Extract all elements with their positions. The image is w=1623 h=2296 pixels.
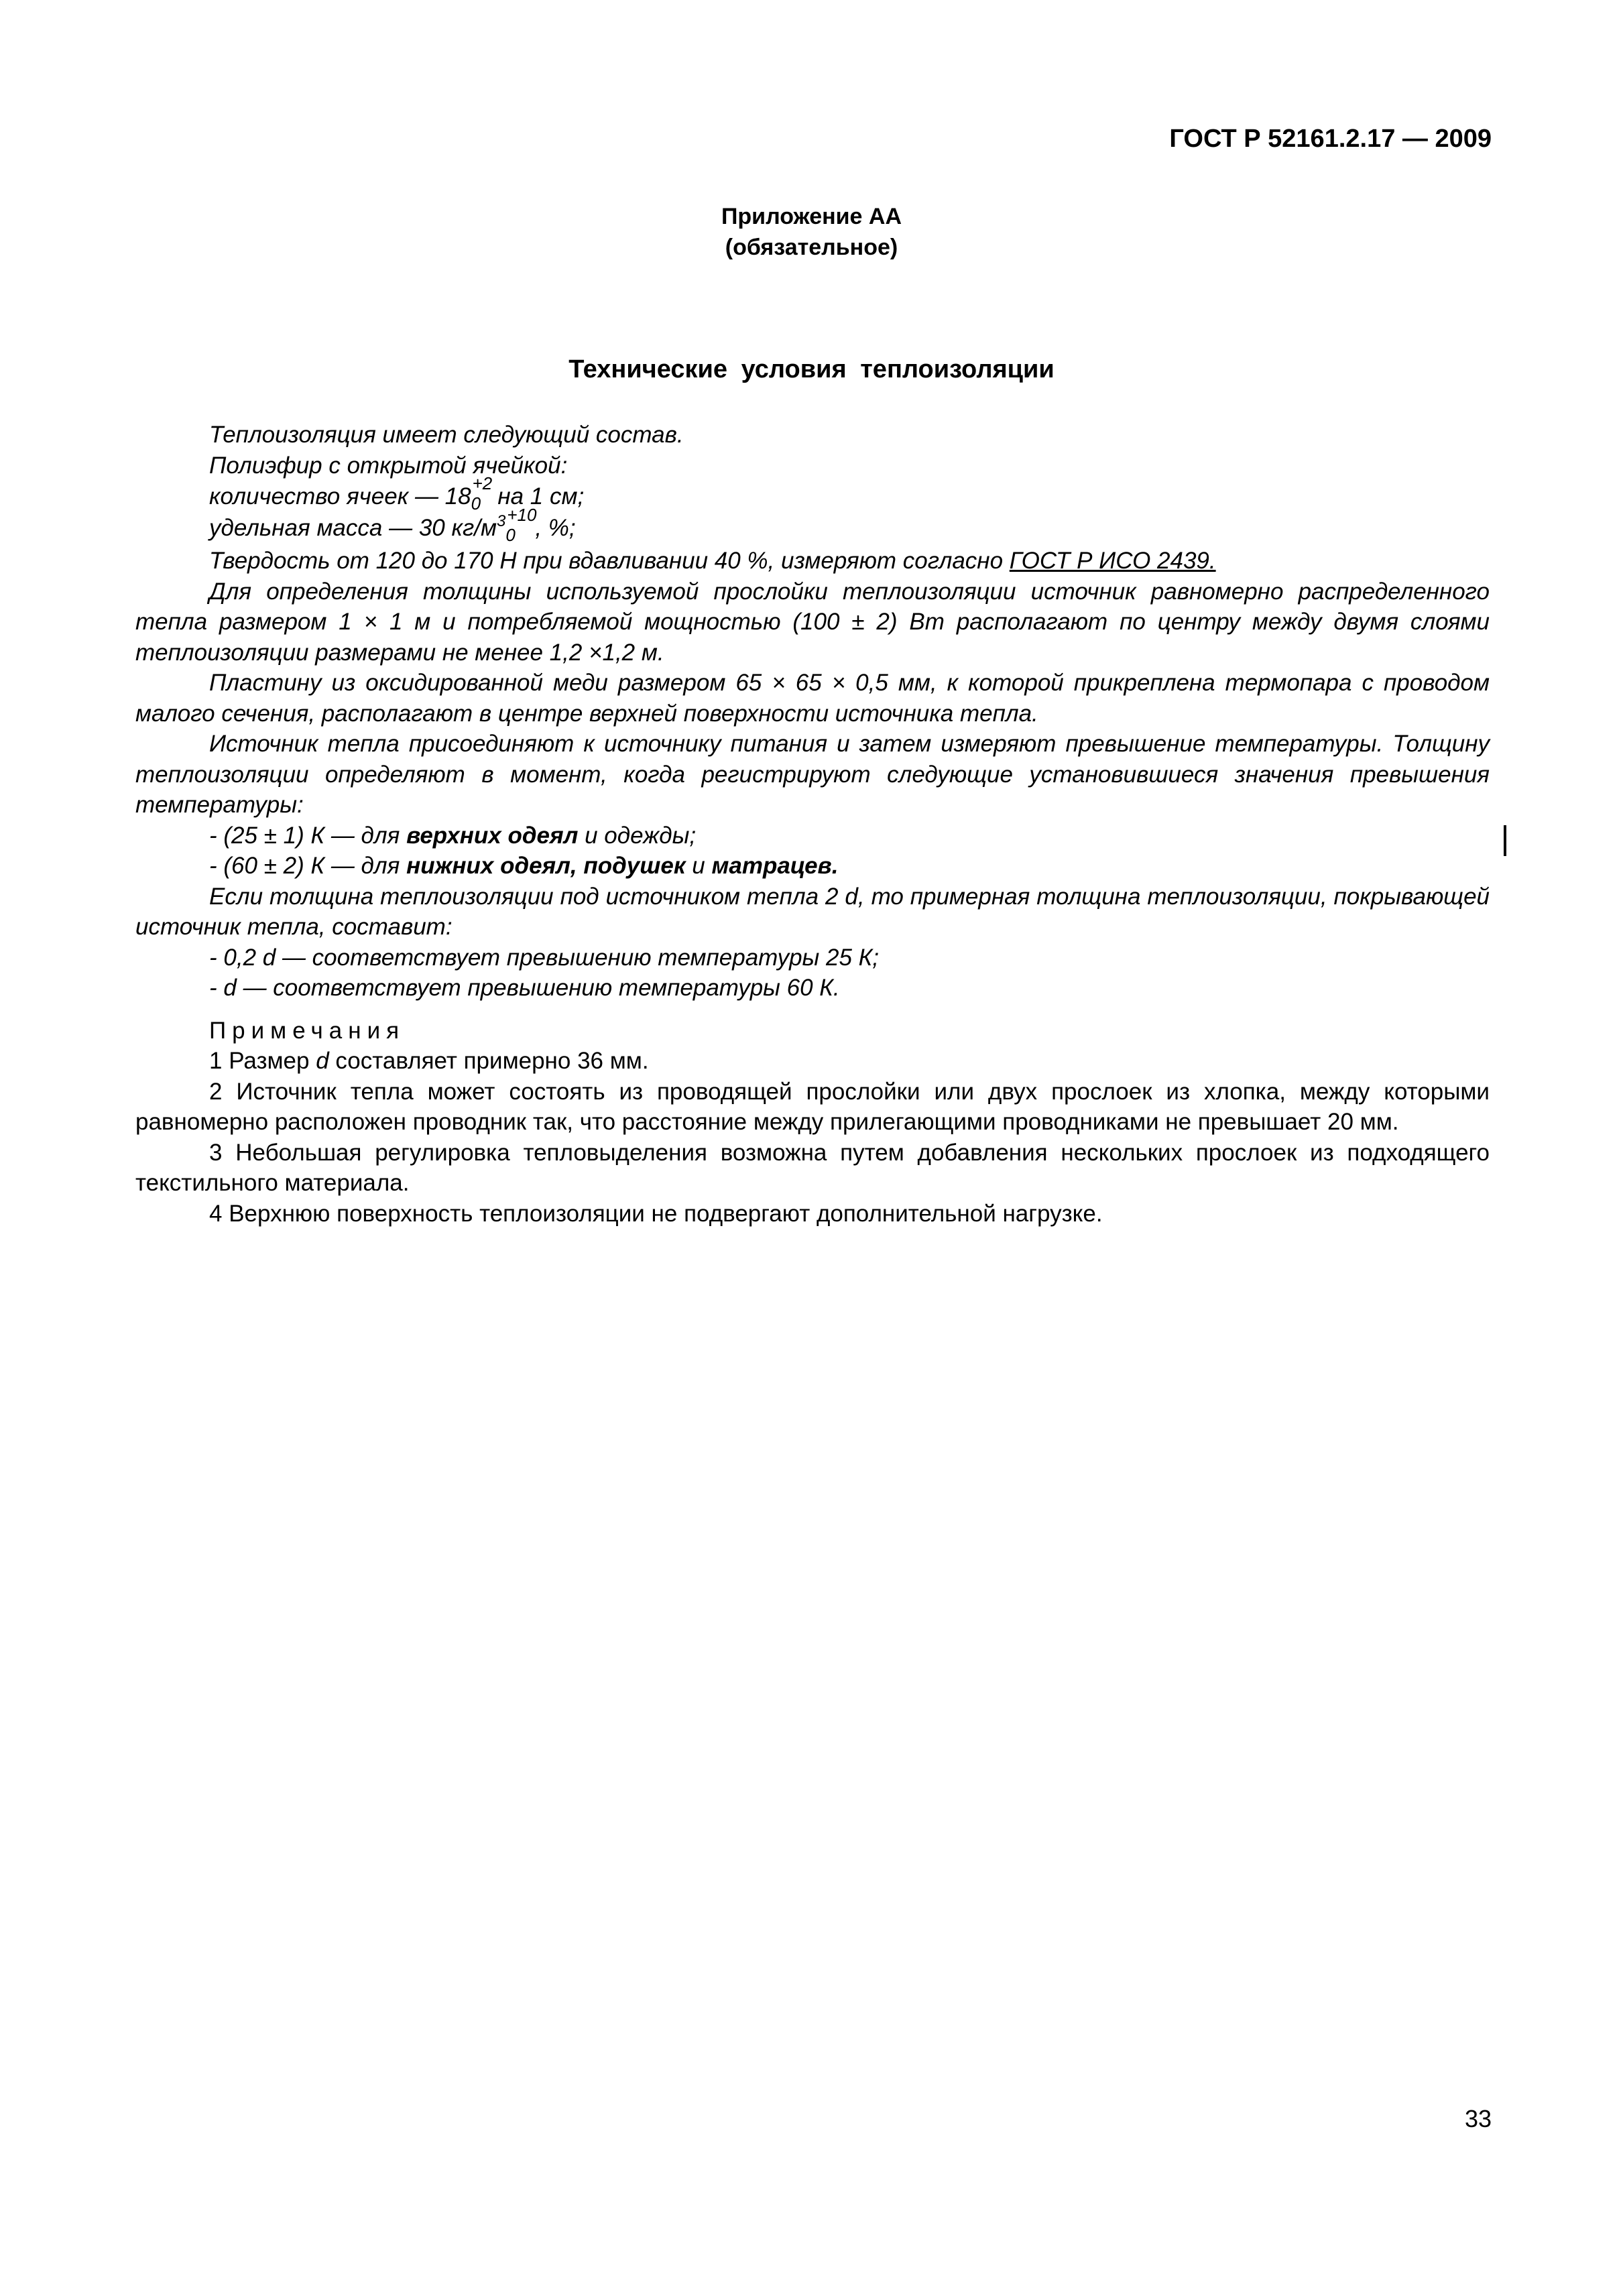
- list-item-lower: [135, 851, 1490, 882]
- note-3: 3 Небольшая регулировка тепловыделения возможна путем добавления нескольких прослоек из подходящего текстильного материала.: [135, 1139, 1490, 1196]
- if-paragraph: Если толщина теплоизоляции под источником тепла 2 d, то примерная толщина теплоизоляции, покрывающей источник тепла, составит:: [135, 883, 1490, 940]
- body-text: [135, 420, 1490, 1229]
- cells-prefix: количество ячеек — 18: [209, 483, 471, 509]
- source-paragraph: Источник тепла присоединяют к источнику питания и затем измеряют превышение температуры. Толщину теплоизоляции определяют в момент, когда регистрируют следующие установившиеся значения превышения температуры:: [135, 731, 1490, 818]
- hardness-standard-link[interactable]: ГОСТ Р ИСО 2439.: [1009, 548, 1216, 574]
- standard-code: ГОСТ Р 52161.2.17 — 2009: [1169, 125, 1492, 153]
- item1-mid: и одежды;: [578, 822, 697, 849]
- list-item-02d: - 0,2 d — соответствует превышению температуры 25 К;: [209, 944, 880, 971]
- cells-line: [135, 473, 1490, 513]
- change-bar: [1504, 825, 1506, 856]
- annex-status: (обязательное): [725, 235, 898, 260]
- item2-prefix: - (60 ± 2) К — для: [209, 853, 407, 879]
- list-item-upper: [135, 821, 1490, 851]
- item1-prefix: - (25 ± 1) К — для: [209, 822, 407, 849]
- annex-heading: [0, 201, 1623, 263]
- cells-tolerance: [471, 473, 493, 513]
- note-4: 4 Верхнюю поверхность теплоизоляции не подвергают дополнительной нагрузке.: [209, 1200, 1103, 1227]
- section-title: Технические условия теплоизоляции: [568, 355, 1055, 383]
- cells-suffix: на 1 см;: [491, 483, 585, 509]
- page-number: 33: [1464, 2105, 1492, 2132]
- composition-line: Теплоизоляция имеет следующий состав.: [209, 422, 684, 448]
- annex-title: Приложение АА: [721, 204, 902, 229]
- item2-bold-2: матрацев.: [711, 853, 839, 879]
- cells-tolerance-lower: 0: [471, 493, 481, 513]
- item2-mid: и: [685, 853, 712, 879]
- note1-variable: d: [316, 1048, 329, 1074]
- note1-suffix: составляет примерно 36 мм.: [328, 1048, 649, 1074]
- mass-tolerance-upper: +10: [507, 504, 537, 525]
- mass-tolerance-lower: 0: [505, 524, 516, 545]
- list-item-d: - d — соответствует превышению температуры 60 К.: [209, 975, 840, 1001]
- notes-title: Примечания: [209, 1017, 406, 1044]
- note-2: 2 Источник тепла может состоять из проводящей прослойки или двух прослоек из хлопка, между которыми равномерно расположен проводник так, что расстояние между прилегающими проводниками не превышает 20 мм.: [135, 1078, 1490, 1135]
- mass-tolerance: [505, 504, 537, 545]
- cells-tolerance-upper: +2: [472, 473, 493, 493]
- thickness-paragraph: Для определения толщины используемой прослойки теплоизоляции источник равномерно распределенного тепла размером 1 × 1 м и потребляемой мощностью (100 ± 2) Вт располагают по центру между двумя слоями теплоизоляции размерами не менее 1,2 ×1,2 м.: [135, 578, 1490, 666]
- item1-bold: верхних одеял: [406, 822, 579, 849]
- mass-exponent: 3: [496, 511, 506, 530]
- mass-line: [135, 504, 1490, 546]
- item2-bold-1: нижних одеял, подушек: [406, 853, 686, 879]
- mass-prefix: удельная масса — 30 кг/м: [209, 514, 497, 541]
- note-1: [135, 1046, 1490, 1077]
- note1-prefix: 1 Размер: [209, 1048, 316, 1074]
- hardness-line: [135, 546, 1490, 577]
- plate-paragraph: Пластину из оксидированной меди размером 65 × 65 × 0,5 мм, к которой прикреплена термопара с проводом малого сечения, располагают в центре верхней поверхности источника тепла.: [135, 670, 1490, 727]
- notes-section: [135, 1016, 1490, 1229]
- mass-suffix: , %;: [535, 514, 576, 541]
- hardness-text: Твердость от 120 до 170 Н при вдавливании 40 %, измеряют согласно: [209, 548, 1010, 574]
- polyester-line: Полиэфир с открытой ячейкой:: [209, 452, 568, 479]
